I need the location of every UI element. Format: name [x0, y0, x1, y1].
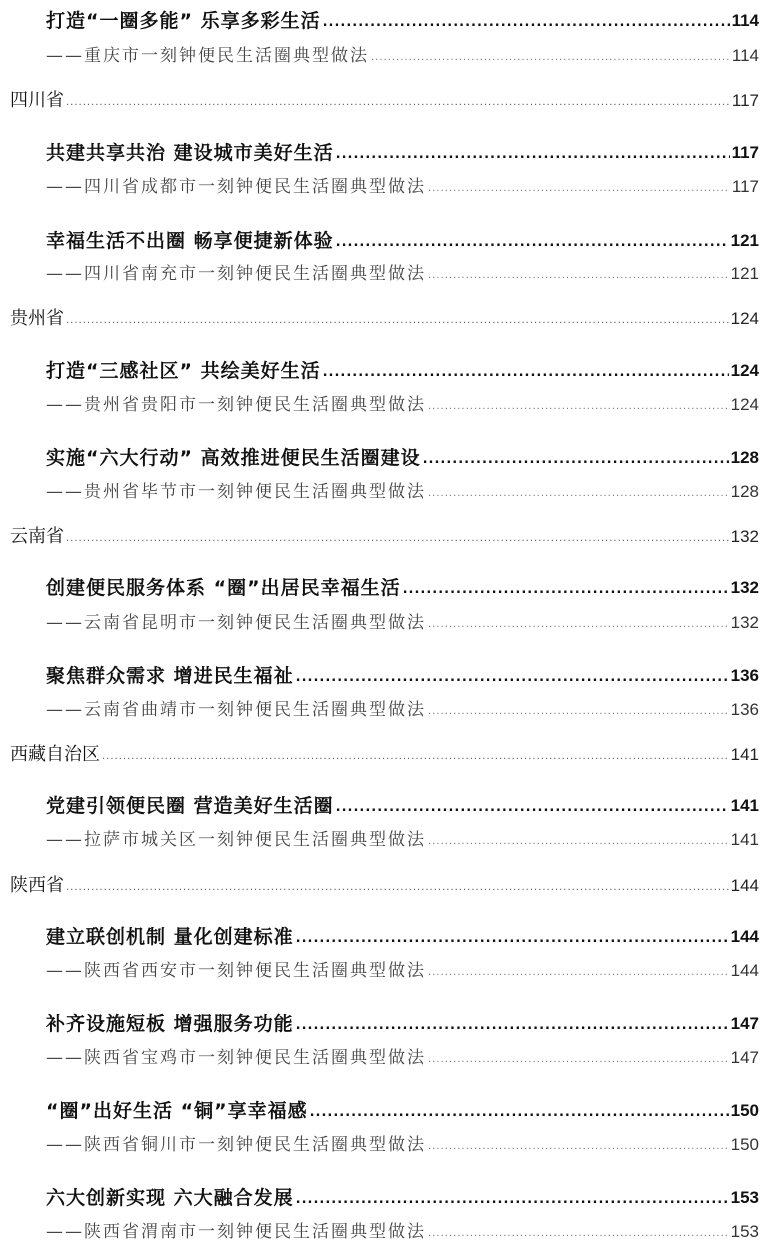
dot-leader: [428, 490, 729, 498]
entry-subtitle: ——重庆市一刻钟便民生活圈典型做法: [46, 46, 369, 66]
dot-leader: [428, 403, 729, 411]
toc-entry-title[interactable]: [0, 1096, 759, 1122]
toc-entry-title[interactable]: [0, 922, 759, 948]
province-name: 云南省: [10, 526, 64, 547]
dot-leader: [336, 804, 729, 812]
entry-subtitle: ——陕西省铜川市一刻钟便民生活圈典型做法: [46, 1135, 426, 1155]
entry-title: 打造“一圈多能” 乐享多彩生活: [46, 10, 321, 32]
dot-leader: [296, 1196, 729, 1204]
entry-title: 补齐设施短板 增强服务功能: [46, 1013, 294, 1035]
page-number: 141: [730, 796, 759, 815]
page-number: 124: [730, 361, 759, 380]
dot-leader: [428, 708, 729, 716]
page-number: 132: [730, 613, 759, 632]
toc-entry-title[interactable]: [0, 6, 759, 32]
toc-entry-province[interactable]: [0, 740, 759, 766]
page-number: 114: [731, 46, 759, 65]
entry-subtitle: ——陕西省宝鸡市一刻钟便民生活圈典型做法: [46, 1048, 426, 1068]
dot-leader: [323, 369, 729, 377]
toc-entry-subtitle[interactable]: [0, 825, 759, 851]
dot-leader: [336, 239, 729, 247]
entry-subtitle: ——陕西省西安市一刻钟便民生活圈典型做法: [46, 961, 426, 981]
page-number: 117: [731, 143, 759, 162]
toc-entry-title[interactable]: [0, 1183, 759, 1209]
dot-leader: [336, 151, 730, 159]
entry-subtitle: ——陕西省渭南市一刻钟便民生活圈典型做法: [46, 1222, 426, 1242]
entry-title: 幸福生活不出圈 畅享便捷新体验: [46, 230, 334, 252]
dot-leader: [323, 19, 730, 27]
page-number: 147: [730, 1048, 759, 1067]
toc-entry-subtitle[interactable]: [0, 477, 759, 503]
page-number: 150: [730, 1135, 759, 1154]
toc-entry-subtitle[interactable]: [0, 695, 759, 721]
page-number: 121: [730, 231, 759, 250]
dot-leader: [296, 1022, 729, 1030]
page-number: 117: [731, 91, 759, 110]
toc-entry-title[interactable]: [0, 1009, 759, 1035]
toc-entry-subtitle[interactable]: [0, 1043, 759, 1069]
entry-subtitle: ——四川省南充市一刻钟便民生活圈典型做法: [46, 264, 426, 284]
entry-title: 实施“六大行动” 高效推进便民生活圈建设: [46, 447, 421, 469]
toc-entry-title[interactable]: [0, 791, 759, 817]
toc-entry-title[interactable]: [0, 573, 759, 599]
toc-entry-subtitle[interactable]: [0, 390, 759, 416]
toc-entry-title[interactable]: [0, 356, 759, 382]
toc-entry-subtitle[interactable]: [0, 41, 759, 67]
page-number: 128: [730, 448, 759, 467]
entry-title: 打造“三感社区” 共绘美好生活: [46, 360, 321, 382]
dot-leader: [296, 935, 729, 943]
page-number: 141: [730, 830, 759, 849]
page-number: 150: [730, 1101, 759, 1120]
toc-entry-title[interactable]: [0, 226, 759, 252]
toc-entry-province[interactable]: [0, 86, 759, 112]
entry-title: 创建便民服务体系 “圈”出居民幸福生活: [46, 577, 401, 599]
toc-entry-subtitle[interactable]: [0, 1130, 759, 1156]
toc-entry-title[interactable]: [0, 138, 759, 164]
page-number: 144: [730, 927, 759, 946]
entry-subtitle: ——拉萨市城关区一刻钟便民生活圈典型做法: [46, 830, 426, 850]
toc-entry-subtitle[interactable]: [0, 172, 759, 198]
entry-title: 党建引领便民圈 营造美好生活圈: [46, 795, 334, 817]
toc-entry-title[interactable]: [0, 443, 759, 469]
dot-leader: [66, 535, 729, 543]
province-name: 贵州省: [10, 308, 64, 329]
page-number: 136: [730, 700, 759, 719]
page-number: 117: [731, 177, 759, 196]
toc-entry-title[interactable]: [0, 661, 759, 687]
dot-leader: [428, 838, 729, 846]
page-number: 128: [730, 482, 759, 501]
page-number: 147: [730, 1014, 759, 1033]
dot-leader: [428, 185, 730, 193]
page-number: 144: [730, 876, 759, 895]
page-number: 114: [731, 11, 759, 30]
entry-title: 建立联创机制 量化创建标准: [46, 926, 294, 948]
dot-leader: [403, 586, 729, 594]
dot-leader: [371, 54, 730, 62]
toc-entry-province[interactable]: [0, 304, 759, 330]
province-name: 四川省: [10, 90, 64, 111]
page-number: 141: [730, 745, 759, 764]
dot-leader: [428, 969, 729, 977]
entry-subtitle: ——云南省曲靖市一刻钟便民生活圈典型做法: [46, 700, 426, 720]
dot-leader: [102, 753, 729, 761]
toc-entry-subtitle[interactable]: [0, 259, 759, 285]
toc-entry-subtitle[interactable]: [0, 608, 759, 634]
entry-subtitle: ——贵州省毕节市一刻钟便民生活圈典型做法: [46, 482, 426, 502]
entry-subtitle: ——云南省昆明市一刻钟便民生活圈典型做法: [46, 613, 426, 633]
dot-leader: [66, 317, 729, 325]
dot-leader: [428, 1056, 729, 1064]
page-number: 153: [730, 1222, 759, 1241]
page-number: 153: [730, 1188, 759, 1207]
toc-entry-province[interactable]: [0, 522, 759, 548]
page-number: 124: [730, 395, 759, 414]
toc-entry-subtitle[interactable]: [0, 1217, 759, 1243]
page-number: 124: [730, 309, 759, 328]
entry-title: 共建共享共治 建设城市美好生活: [46, 142, 334, 164]
page-number: 121: [730, 264, 759, 283]
page-number: 144: [730, 961, 759, 980]
dot-leader: [428, 1230, 729, 1238]
dot-leader: [296, 674, 729, 682]
dot-leader: [428, 1143, 729, 1151]
page-number: 132: [730, 527, 759, 546]
page-number: 136: [730, 666, 759, 685]
toc-entry-subtitle[interactable]: [0, 956, 759, 982]
dot-leader: [428, 272, 729, 280]
entry-subtitle: ——贵州省贵阳市一刻钟便民生活圈典型做法: [46, 395, 426, 415]
toc-entry-province[interactable]: [0, 871, 759, 897]
entry-title: 聚焦群众需求 增进民生福祉: [46, 665, 294, 687]
page-number: 132: [730, 578, 759, 597]
dot-leader: [66, 99, 730, 107]
dot-leader: [428, 621, 729, 629]
entry-title: “圈”出好生活 “铜”享幸福感: [46, 1100, 308, 1122]
entry-subtitle: ——四川省成都市一刻钟便民生活圈典型做法: [46, 177, 426, 197]
dot-leader: [423, 456, 729, 464]
entry-title: 六大创新实现 六大融合发展: [46, 1187, 294, 1209]
province-name: 陕西省: [10, 875, 64, 896]
dot-leader: [310, 1109, 729, 1117]
dot-leader: [66, 884, 729, 892]
province-name: 西藏自治区: [10, 744, 100, 765]
